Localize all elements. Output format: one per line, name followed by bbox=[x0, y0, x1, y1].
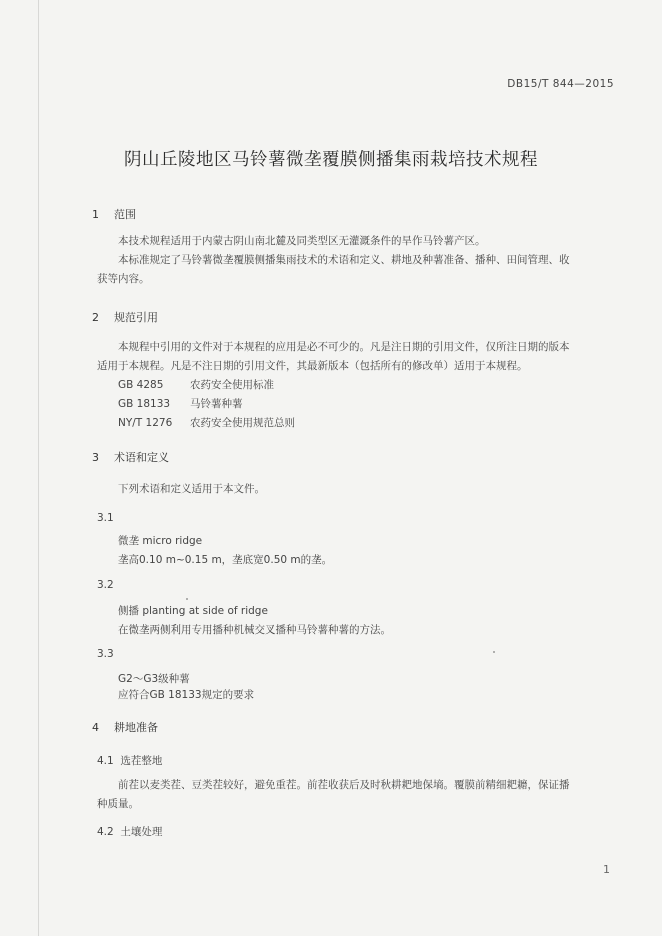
subsection-number: 4.1 bbox=[97, 755, 114, 767]
term-number: 3.3 bbox=[97, 648, 114, 660]
term-definition: 在微垄两侧利用专用播种机械交叉播种马铃薯种薯的方法。 bbox=[118, 624, 391, 636]
section-title: 术语和定义 bbox=[114, 451, 169, 464]
paragraph-continuation: 获等内容。 bbox=[97, 273, 150, 285]
paragraph: 本标准规定了马铃薯微垄覆膜侧播集雨技术的术语和定义、耕地及种薯准备、播种、田间管理、收 bbox=[118, 254, 570, 266]
page-number: 1 bbox=[603, 863, 610, 876]
paragraph: 前茬以麦类茬、豆类茬较好，避免重茬。前茬收获后及时秋耕耙地保墒。覆膜前精细耙耱，保证播 bbox=[118, 779, 570, 791]
scan-speck bbox=[493, 651, 495, 653]
scan-edge-line bbox=[38, 0, 39, 936]
section-number: 1 bbox=[92, 208, 99, 221]
reference-code: GB 4285 bbox=[118, 379, 164, 391]
subsection-4-1-heading bbox=[97, 753, 162, 768]
scan-speck bbox=[186, 598, 188, 600]
term-name: G2～G3级种薯 bbox=[118, 673, 190, 685]
document-title: 阴山丘陵地区马铃薯微垄覆膜侧播集雨栽培技术规程 bbox=[124, 150, 538, 170]
term-definition: 应符合GB 18133规定的要求 bbox=[118, 689, 255, 701]
section-1-heading bbox=[92, 206, 136, 222]
reference-name: 马铃薯种薯 bbox=[190, 398, 243, 410]
term-name: 微垄 micro ridge bbox=[118, 535, 203, 547]
reference-name: 农药安全使用标准 bbox=[190, 379, 274, 391]
paragraph: 本规程中引用的文件对于本规程的应用是必不可少的。凡是注日期的引用文件，仅所注日期的版本 bbox=[118, 341, 570, 353]
section-title: 耕地准备 bbox=[114, 721, 158, 734]
section-number: 2 bbox=[92, 311, 99, 324]
section-number: 4 bbox=[92, 721, 99, 734]
paragraph: 下列术语和定义适用于本文件。 bbox=[118, 483, 265, 495]
section-2-heading bbox=[92, 309, 158, 325]
section-title: 规范引用 bbox=[114, 311, 158, 324]
term-number: 3.2 bbox=[97, 579, 114, 591]
term-number: 3.1 bbox=[97, 512, 114, 524]
paragraph-continuation: 种质量。 bbox=[97, 798, 139, 810]
term-definition: 垄高0.10 m~0.15 m，垄底宽0.50 m的垄。 bbox=[118, 554, 333, 566]
paragraph: 本技术规程适用于内蒙古阴山南北麓及同类型区无灌溉条件的旱作马铃薯产区。 bbox=[118, 235, 486, 247]
standard-code: DB15/T 844—2015 bbox=[507, 78, 614, 90]
subsection-title: 选茬整地 bbox=[120, 755, 163, 767]
reference-code: GB 18133 bbox=[118, 398, 171, 410]
subsection-number: 4.2 bbox=[97, 826, 114, 838]
section-3-heading bbox=[92, 449, 169, 465]
section-number: 3 bbox=[92, 451, 99, 464]
subsection-title: 土壤处理 bbox=[120, 826, 163, 838]
reference-code: NY/T 1276 bbox=[118, 417, 173, 429]
subsection-4-2-heading bbox=[97, 824, 162, 839]
term-name: 侧播 planting at side of ridge bbox=[118, 605, 268, 617]
section-4-heading bbox=[92, 719, 158, 735]
paragraph-continuation: 适用于本规程。凡是不注日期的引用文件，其最新版本（包括所有的修改单）适用于本规程。 bbox=[97, 360, 528, 372]
section-title: 范围 bbox=[114, 208, 136, 221]
reference-name: 农药安全使用规范总则 bbox=[190, 417, 295, 429]
